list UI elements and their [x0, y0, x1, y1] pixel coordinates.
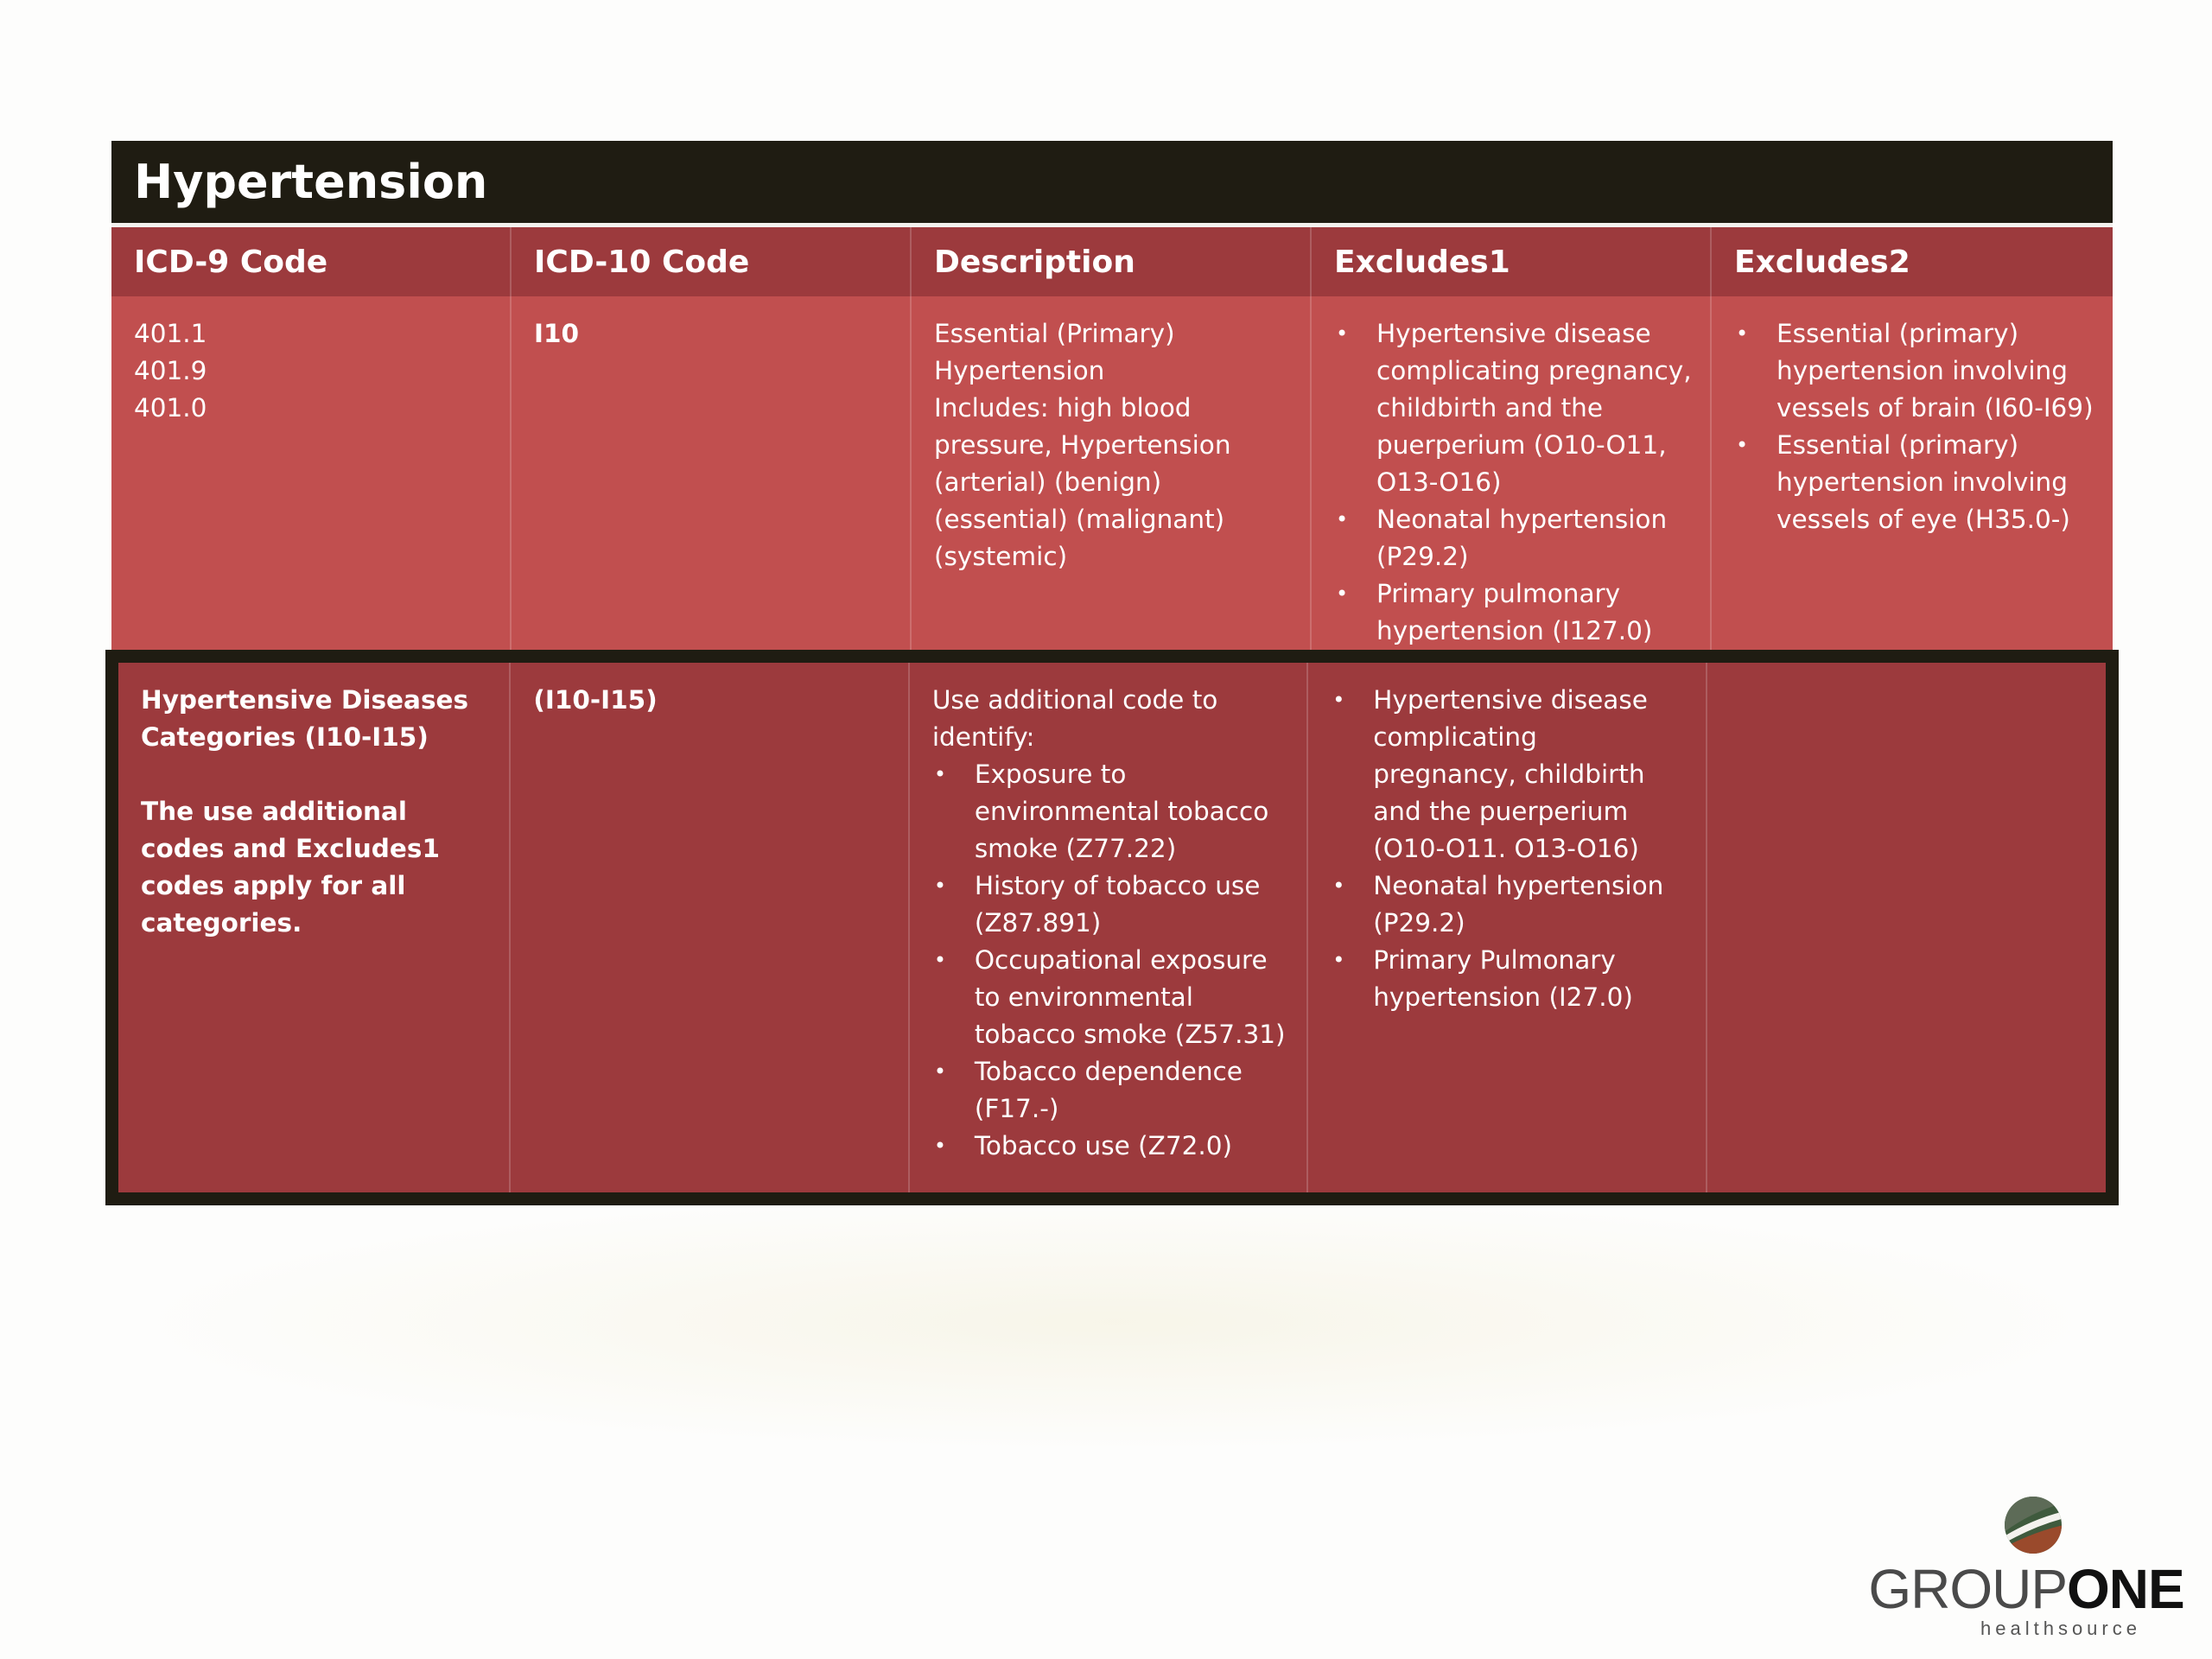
category-note: The use additional codes and Excludes1 codes apply for all categories. [141, 797, 440, 938]
cell-excludes2 [1707, 663, 2106, 1192]
header-excludes1: Excludes1 [1312, 227, 1712, 296]
logo-word-group: GROUP [1868, 1558, 2067, 1620]
list-item: • Tobacco use (Z72.0) [932, 1128, 1289, 1165]
table-row [118, 663, 2106, 1192]
list-item: • Occupational exposure to environmental tobacco smoke (Z57.31) [932, 942, 1289, 1053]
list-item: • Hypertensive disease complicating pregnancy, childbirth and the puerperium (O10-O11, O13-O16) [1334, 315, 1693, 501]
header-description: Description [912, 227, 1312, 296]
list-item: • Primary Pulmonary hypertension (I27.0) [1331, 942, 1688, 1016]
list-item: • Primary pulmonary hypertension (I127.0) [1334, 575, 1693, 650]
list-item: • Exposure to environmental tobacco smoke (Z77.22) [932, 756, 1289, 868]
list-item: • Tobacco dependence (F17.-) [932, 1053, 1289, 1128]
header-icd10: ICD-10 Code [512, 227, 912, 296]
icd10-range: (I10-I15) [533, 685, 658, 715]
logo-word-one: ONE [2067, 1558, 2184, 1620]
cell-icd10 [511, 663, 909, 1192]
table-row [111, 296, 2113, 652]
list-item: • Hypertensive disease complicating pregnancy, childbirth and the puerperium (O10-O11. O13-O16) [1331, 682, 1688, 868]
icd10-code: I10 [534, 319, 580, 348]
header-icd9: ICD-9 Code [111, 227, 512, 296]
excludes2-list [1734, 315, 2094, 538]
cell-description [912, 296, 1312, 652]
cell-excludes1 [1312, 296, 1712, 652]
cell-icd9 [111, 296, 512, 652]
list-item: • History of tobacco use (Z87.891) [932, 868, 1289, 942]
background-glow [121, 1192, 2108, 1452]
cell-excludes1 [1308, 663, 1707, 1192]
logo-wordmark [1858, 1557, 2195, 1621]
logo-tagline: healthsource [1980, 1618, 2141, 1639]
list-item: • Neonatal hypertension (P29.2) [1331, 868, 1688, 942]
icd9-codes: 401.1 401.9 401.0 [134, 319, 207, 423]
cell-icd10 [512, 296, 912, 652]
table-title: Hypertension [111, 141, 2113, 227]
logo-globe-icon [2003, 1495, 2063, 1555]
category-title: Hypertensive Diseases Categories (I10-I15) [141, 685, 469, 752]
description-list [932, 756, 1289, 1165]
excludes1-list [1334, 315, 1693, 650]
table-header-row [111, 227, 2113, 296]
description-intro: Use additional code to identify: [931, 685, 1218, 752]
cell-icd9 [118, 663, 511, 1192]
list-item: • Essential (primary) hypertension involving vessels of brain (I60-I69) [1734, 315, 2094, 427]
excludes1-list [1331, 682, 1688, 1016]
list-item: • Neonatal hypertension (P29.2) [1334, 501, 1693, 575]
groupone-logo [1858, 1495, 2195, 1646]
cell-description [910, 663, 1308, 1192]
description-text: Essential (Primary) Hypertension Includes: high blood pressure, Hypertension (arterial) (benign) (essential) (malignant) (systemic) [934, 319, 1231, 571]
cell-excludes2 [1712, 296, 2112, 652]
highlighted-row [105, 650, 2119, 1205]
icd-table [111, 141, 2113, 652]
header-excludes2: Excludes2 [1734, 244, 1910, 280]
list-item: • Essential (primary) hypertension involving vessels of eye (H35.0-) [1734, 427, 2094, 538]
